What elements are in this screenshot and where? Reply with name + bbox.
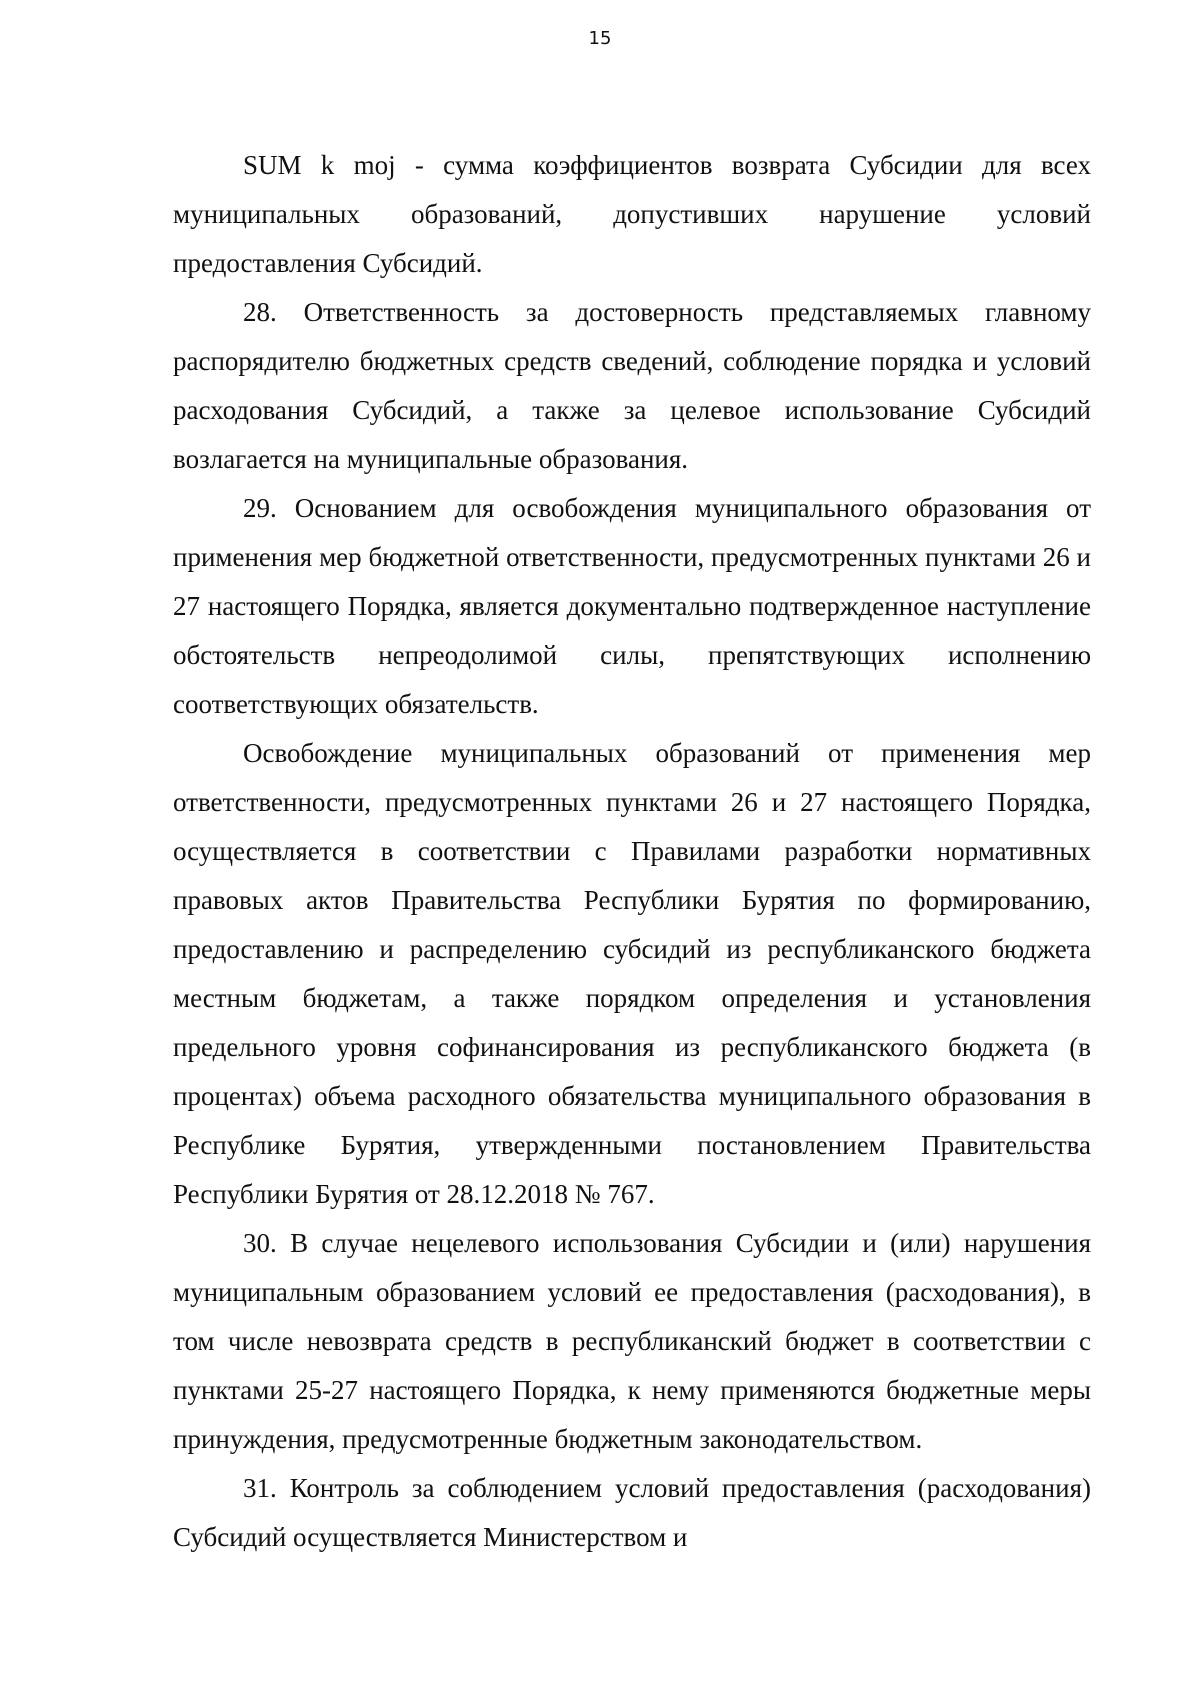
paragraph-item-29: 29. Основанием для освобождения муниципального образования от применения мер бюджетной ответственности, предусмотренных пунктами 26 и 27 настоящего Порядка, является документально подтвержденное наступление обстоятельств непреодолимой силы, препятствующих исполнению соответствующих обязательств.: [173, 493, 1091, 719]
paragraph-item-31: 31. Контроль за соблюдением условий предоставления (расходования) Субсидий осуществляется Министерством и: [173, 1473, 1091, 1552]
page-number: 15: [588, 28, 612, 49]
paragraph-item-30: 30. В случае нецелевого использования Субсидии и (или) нарушения муниципальным образованием условий ее предоставления (расходования), в том числе невозврата средств в республиканский бюджет в соответствии с пунктами 25-27 настоящего Порядка, к нему применяются бюджетные меры принуждения, предусмотренные бюджетным законодательством.: [173, 1228, 1091, 1454]
paragraph-exemption: Освобождение муниципальных образований от применения мер ответственности, предусмотренных пунктами 26 и 27 настоящего Порядка, осуществляется в соответствии с Правилами разработки нормативных правовых актов Правительства Республики Бурятия по формированию, предоставлению и распределению субсидий из республиканского бюджета местным бюджетам, а также порядком определения и установления предельного уровня софинансирования из республиканского бюджета (в процентах) объема расходного обязательства муниципального образования в Республике Бурятия, утвержденными постановлением Правительства Республики Бурятия от 28.12.2018 № 767.: [173, 738, 1091, 1209]
paragraph-sum-k-moj-definition: SUM k moj - сумма коэффициентов возврата Субсидии для всех муниципальных образований, допустивших нарушение условий предоставления Субсидий.: [173, 150, 1091, 278]
paragraph-item-28: 28. Ответственность за достоверность представляемых главному распорядителю бюджетных средств сведений, соблюдение порядка и условий расходования Субсидий, а также за целевое использование Субсидий возлагается на муниципальные образования.: [173, 297, 1091, 474]
document-body: [173, 141, 1091, 1562]
